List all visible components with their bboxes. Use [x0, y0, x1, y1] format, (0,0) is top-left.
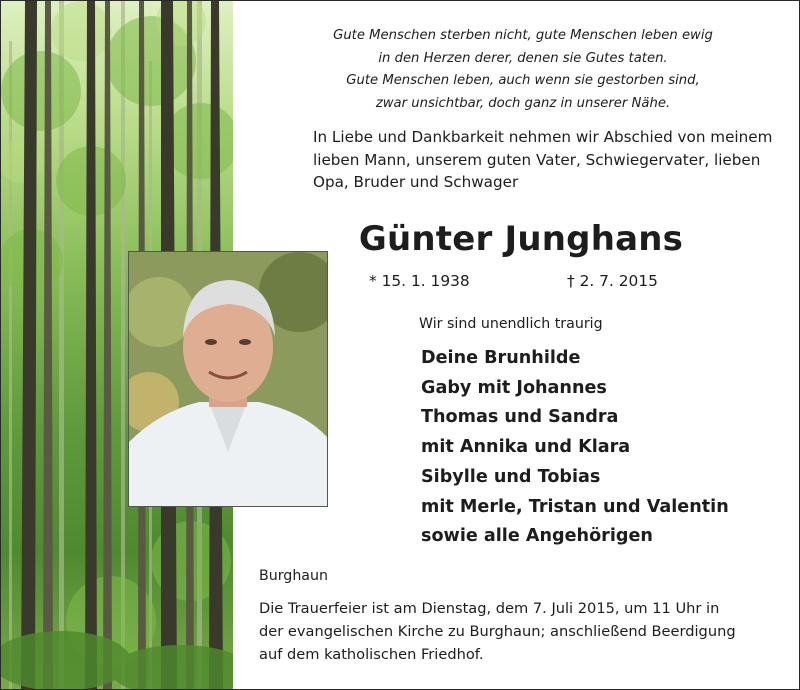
portrait-photo	[128, 251, 328, 507]
life-dates	[369, 272, 658, 290]
family-list	[421, 344, 729, 552]
family-member: Sibylle und Tobias	[421, 466, 601, 487]
death-date: † 2. 7. 2015	[567, 272, 658, 290]
family-member: mit Annika und Klara	[421, 437, 631, 458]
birth-date: * 15. 1. 1938	[369, 272, 470, 290]
family-member: Thomas und Sandra	[421, 407, 619, 428]
funeral-service-info: Die Trauerfeier ist am Dienstag, dem 7. Juli 2015, um 11 Uhr in der evangelischen Kirche zu Burghaun; anschließend Beerdigung auf dem katholischen Friedhof.	[259, 600, 736, 663]
family-member: sowie alle Angehörigen	[421, 526, 653, 547]
mourning-line: Wir sind unendlich traurig	[419, 316, 603, 332]
deceased-name: Günter Junghans	[358, 219, 684, 259]
memorial-quote: Gute Menschen sterben nicht, gute Menschen leben ewig in den Herzen derer, denen sie Gutes taten. Gute Menschen leben, auch wenn sie gestorben sind, zwar unsichtbar, doch ganz in unserer Nähe.	[333, 28, 713, 111]
man-portrait-illustration	[129, 252, 327, 506]
family-member: Deine Brunhilde	[421, 348, 581, 368]
family-member: mit Merle, Tristan und Valentin	[421, 496, 729, 517]
place-name: Burghaun	[259, 568, 328, 584]
family-member: Gaby mit Johannes	[421, 377, 607, 398]
farewell-intro: In Liebe und Dankbarkeit nehmen wir Abschied von meinem lieben Mann, unserem guten Vater, Schwiegervater, lieben Opa, Bruder und Schwager	[313, 128, 773, 191]
